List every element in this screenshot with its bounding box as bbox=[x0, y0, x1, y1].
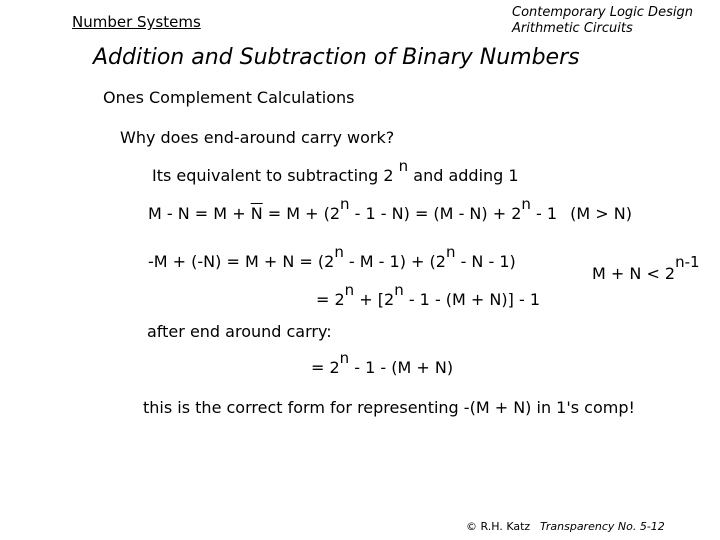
equivalence-sup: n bbox=[398, 157, 409, 175]
eq1-part-d: - 1 bbox=[536, 204, 558, 223]
eq2-condition bbox=[592, 253, 700, 283]
eq2-condition-text: M + N < 2 bbox=[592, 264, 676, 283]
slide-title: Addition and Subtraction of Binary Numbers bbox=[93, 45, 580, 70]
equivalence-line bbox=[152, 157, 519, 185]
eq4-part-a: = 2 bbox=[311, 358, 340, 377]
eq2-part-b: - M - 1) + (2 bbox=[348, 252, 446, 271]
eq2-part-c: - N - 1) bbox=[460, 252, 516, 271]
eq1-part-a: M - N = M + bbox=[148, 204, 251, 223]
equation-2 bbox=[148, 243, 516, 271]
eq2-part-a: -M + (-N) = M + N = (2 bbox=[148, 252, 335, 271]
course-title: Contemporary Logic Design bbox=[512, 5, 693, 20]
eq3-sup-1: n bbox=[344, 281, 355, 299]
equation-1 bbox=[148, 195, 632, 223]
equivalence-text-a: Its equivalent to subtracting 2 bbox=[152, 166, 394, 185]
eq2-sup-1: n bbox=[334, 243, 344, 261]
conclusion-text: this is the correct form for representing -(M + N) in 1's comp! bbox=[143, 398, 635, 417]
after-carry-label: after end around carry: bbox=[147, 322, 332, 341]
footer-transparency: Transparency No. 5-12 bbox=[540, 520, 665, 533]
chapter-title: Arithmetic Circuits bbox=[512, 21, 633, 36]
footer-author: © R.H. Katz bbox=[466, 520, 531, 533]
eq1-part-c: - 1 - N) = (M - N) + 2 bbox=[354, 204, 522, 223]
eq3-part-c: - 1 - (M + N)] - 1 bbox=[408, 290, 540, 309]
equation-3 bbox=[316, 281, 540, 309]
eq1-sup-1: n bbox=[340, 195, 350, 213]
question-text: Why does end-around carry work? bbox=[120, 128, 395, 147]
eq1-sup-2: n bbox=[521, 195, 531, 213]
section-title: Number Systems bbox=[72, 13, 201, 31]
eq1-part-b: = M + (2 bbox=[262, 204, 341, 223]
eq2-condition-sup: n-1 bbox=[675, 253, 700, 271]
eq4-sup: n bbox=[339, 349, 350, 367]
eq3-sup-2: n bbox=[394, 281, 404, 299]
slide-subtitle: Ones Complement Calculations bbox=[103, 88, 355, 107]
eq1-condition: (M > N) bbox=[570, 204, 632, 223]
eq3-part-b: + [2 bbox=[359, 290, 395, 309]
eq4-part-b: - 1 - (M + N) bbox=[354, 358, 454, 377]
eq3-part-a: = 2 bbox=[316, 290, 345, 309]
eq1-complement-n: $\overline{N}$ bbox=[250, 204, 263, 223]
eq2-sup-2: n bbox=[445, 243, 456, 261]
equivalence-text-b: and adding 1 bbox=[413, 166, 519, 185]
equation-4 bbox=[311, 349, 454, 377]
